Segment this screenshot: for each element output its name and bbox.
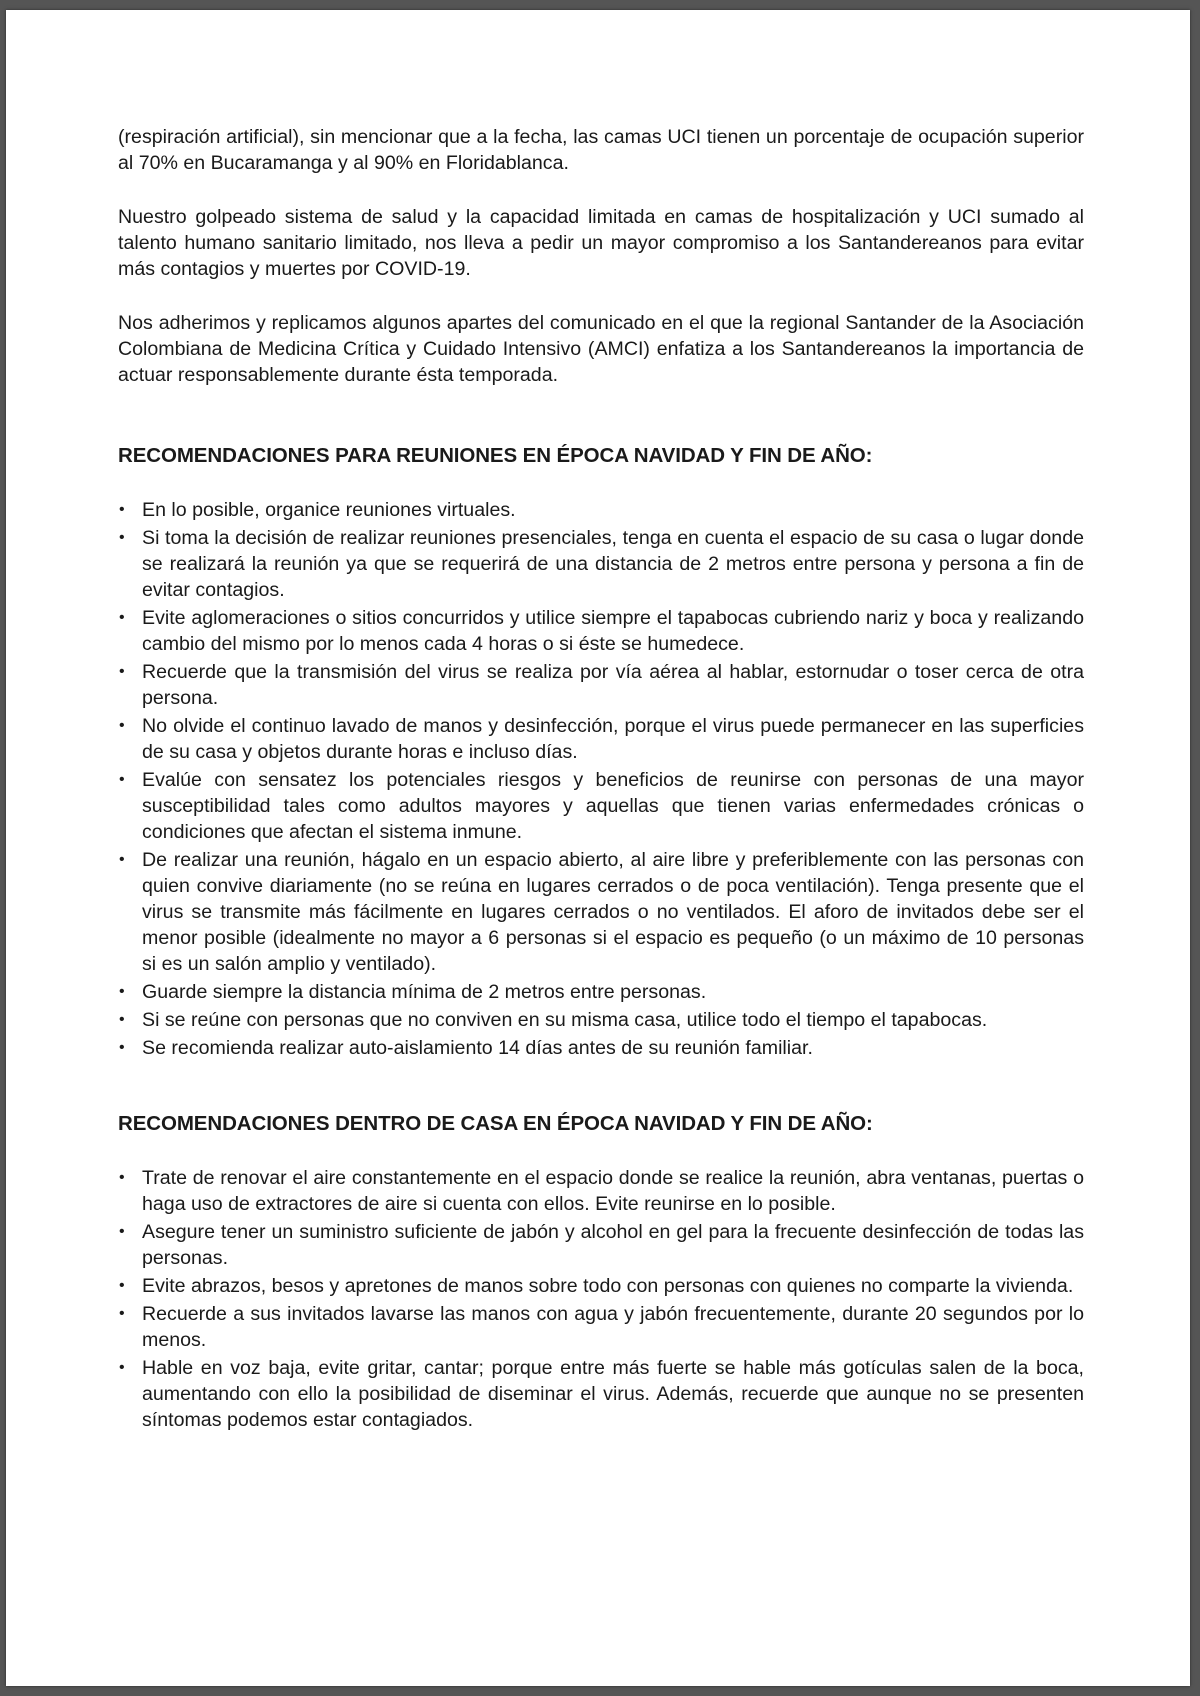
list-item-text: No olvide el continuo lavado de manos y desinfección, porque el virus puede permanecer en las superficies de su casa y objetos durante horas e incluso días. [142,715,1084,763]
bullet-icon: • [119,851,125,868]
list-item [118,1007,1084,1033]
list-item [118,1301,1084,1353]
bullet-icon: • [119,1223,125,1240]
bullet-icon: • [119,663,125,680]
list-item [118,1273,1084,1299]
bullet-icon: • [119,1359,125,1376]
list-item [118,659,1084,711]
document-page [6,10,1190,1686]
list-item [118,1355,1084,1433]
bullet-icon: • [119,1169,125,1186]
bullet-icon: • [119,1011,125,1028]
bullet-icon: • [119,771,125,788]
list-item [118,979,1084,1005]
list-item [118,1035,1084,1061]
list-item [118,525,1084,603]
bullet-icon: • [119,983,125,1000]
bullet-icon: • [119,501,125,518]
section-heading-reuniones: RECOMENDACIONES PARA REUNIONES EN ÉPOCA NAVIDAD Y FIN DE AÑO: [118,444,873,467]
list-item-text: Si se reúne con personas que no conviven en su misma casa, utilice todo el tiempo el tapabocas. [142,1009,988,1031]
list-item-text: Guarde siempre la distancia mínima de 2 metros entre personas. [142,981,707,1003]
bullet-icon: • [119,529,125,546]
bullet-icon: • [119,1277,125,1294]
list-item-text: Evite aglomeraciones o sitios concurridos y utilice siempre el tapabocas cubriendo nariz y boca y realizando cambio del mismo por lo menos cada 4 horas o si éste se humedece. [142,607,1084,655]
list-item-text: De realizar una reunión, hágalo en un espacio abierto, al aire libre y preferiblemente con las personas con quien convive diariamente (no se reúna en lugares cerrados o de poca ventilación). Tenga presente que el virus se transmite más fácilmente en lugares cerrados o no ventilados. El aforo de invitados debe ser el menor posible (idealmente no mayor a 6 personas si el espacio es pequeño (o un máximo de 10 personas si es un salón amplio y ventilado). [142,849,1084,975]
list-item [118,847,1084,977]
paragraph: Nuestro golpeado sistema de salud y la capacidad limitada en camas de hospitalización y UCI sumado al talento humano sanitario limitado, nos lleva a pedir un mayor compromiso a los Santandereanos para evitar más contagios y muertes por COVID-19. [118,206,1084,280]
list-item-text: En lo posible, organice reuniones virtuales. [142,499,516,521]
list-item-text: Recuerde que la transmisión del virus se realiza por vía aérea al hablar, estornudar o toser cerca de otra persona. [142,661,1084,709]
list-item-text: Se recomienda realizar auto-aislamiento 14 días antes de su reunión familiar. [142,1037,813,1059]
bullet-icon: • [119,1305,125,1322]
list-item [118,713,1084,765]
list-item-text: Recuerde a sus invitados lavarse las manos con agua y jabón frecuentemente, durante 20 segundos por lo menos. [142,1303,1084,1351]
list-item [118,605,1084,657]
section-heading-casa: RECOMENDACIONES DENTRO DE CASA EN ÉPOCA NAVIDAD Y FIN DE AÑO: [118,1112,873,1135]
recommendations-list-reuniones [118,497,1084,1061]
bullet-icon: • [119,1039,125,1056]
document-content [118,124,1084,1435]
paragraph: Nos adherimos y replicamos algunos apartes del comunicado en el que la regional Santander de la Asociación Colombiana de Medicina Crítica y Cuidado Intensivo (AMCI) enfatiza a los Santandereanos la importancia de actuar responsablemente durante ésta temporada. [118,312,1084,386]
list-item [118,497,1084,523]
list-item-text: Si toma la decisión de realizar reuniones presenciales, tenga en cuenta el espacio de su casa o lugar donde se realizará la reunión ya que se requerirá de una distancia de 2 metros entre persona y persona a fin de evitar contagios. [142,527,1084,601]
list-item [118,1219,1084,1271]
list-item [118,767,1084,845]
list-item-text: Trate de renovar el aire constantemente en el espacio donde se realice la reunión, abra ventanas, puertas o haga uso de extractores de aire si cuenta con ellos. Evite reunirse en lo posible. [142,1167,1084,1215]
bullet-icon: • [119,609,125,626]
list-item [118,1165,1084,1217]
list-item-text: Evite abrazos, besos y apretones de manos sobre todo con personas con quienes no comparte la vivienda. [142,1275,1074,1297]
list-item-text: Asegure tener un suministro suficiente de jabón y alcohol en gel para la frecuente desinfección de todas las personas. [142,1221,1084,1269]
paragraph: (respiración artificial), sin mencionar que a la fecha, las camas UCI tienen un porcentaje de ocupación superior al 70% en Bucaramanga y al 90% en Floridablanca. [118,126,1084,174]
recommendations-list-casa [118,1165,1084,1433]
list-item-text: Hable en voz baja, evite gritar, cantar; porque entre más fuerte se hable más gotículas salen de la boca, aumentando con ello la posibilidad de diseminar el virus. Además, recuerde que aunque no se presenten síntomas podemos estar contagiados. [142,1357,1084,1431]
list-item-text: Evalúe con sensatez los potenciales riesgos y beneficios de reunirse con personas de una mayor susceptibilidad tales como adultos mayores y aquellas que tienen varias enfermedades crónicas o condiciones que afectan el sistema inmune. [142,769,1084,843]
bullet-icon: • [119,717,125,734]
